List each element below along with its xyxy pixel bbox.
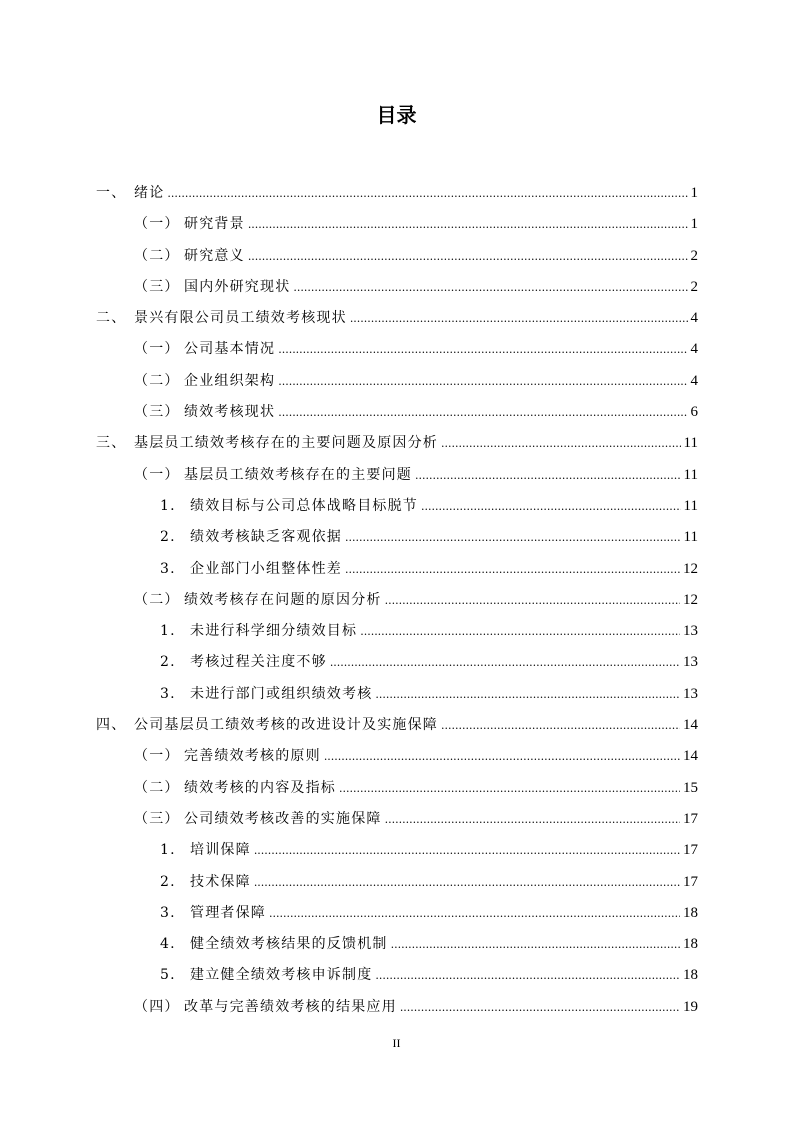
toc-entry-number: 3. (160, 560, 176, 577)
dot-leader (248, 241, 688, 272)
dot-leader (360, 616, 680, 647)
toc-entry-page-number: 1 (690, 216, 698, 233)
dot-leader (330, 647, 680, 678)
toc-entry-label: 公司绩效考核改善的实施保障 (184, 810, 382, 827)
toc-entry-label: 管理者保障 (190, 904, 266, 921)
toc-entry-number: （一） (134, 748, 180, 765)
toc-entry-number: （一） (134, 341, 180, 358)
toc-entry[interactable] (96, 898, 698, 929)
toc-entry-label: 公司基层员工绩效考核的改进设计及实施保障 (134, 717, 438, 734)
dot-leader (375, 679, 680, 710)
toc-entry-label: 未进行科学细分绩效目标 (190, 623, 358, 640)
toc-entry-label: 绩效考核缺乏客观依据 (190, 529, 342, 546)
page-title: 目录 (376, 103, 417, 127)
dot-leader (254, 835, 680, 866)
toc-entry-page-number: 14 (683, 748, 698, 765)
toc-entry-label: 绩效考核存在问题的原因分析 (184, 591, 382, 608)
dot-leader (391, 929, 680, 960)
toc-entry-label: 绪论 (134, 185, 165, 201)
dot-leader (441, 710, 680, 741)
toc-entry-page-number: 11 (683, 529, 698, 546)
toc-entry[interactable] (96, 460, 698, 491)
toc-entry-page-number: 13 (683, 623, 698, 640)
toc-entry[interactable] (96, 960, 698, 991)
dot-leader (248, 209, 688, 240)
dot-leader (350, 303, 688, 334)
toc-entry-page-number: 11 (683, 466, 698, 483)
toc-entry-page-number: 15 (683, 779, 698, 796)
toc-entry-page-number: 17 (683, 842, 698, 859)
toc-entry-page-number: 12 (683, 560, 698, 577)
toc-entry-label: 考核过程关注度不够 (190, 654, 327, 671)
toc-entry-label: 完善绩效考核的原则 (184, 748, 321, 765)
toc-entry-page-number: 18 (683, 904, 698, 921)
toc-entry-label: 研究背景 (184, 216, 245, 233)
toc-entry-label: 基层员工绩效考核存在的主要问题 (184, 466, 412, 483)
toc-entry-label: 企业组织架构 (184, 372, 276, 389)
toc-entry-label: 企业部门小组整体性差 (190, 560, 342, 577)
toc-entry-label: 基层员工绩效考核存在的主要问题及原因分析 (134, 435, 438, 452)
dot-leader (385, 585, 680, 616)
toc-entry-number: （三） (134, 810, 180, 827)
toc-entry[interactable] (96, 303, 698, 334)
dot-leader (324, 741, 680, 772)
toc-entry-number: 3. (160, 685, 176, 702)
toc-entry-label: 未进行部门或组织绩效考核 (190, 685, 373, 702)
dot-leader (278, 334, 687, 365)
toc-entry[interactable] (96, 334, 698, 365)
dot-leader (415, 460, 681, 491)
toc-entry-page-number: 18 (683, 967, 698, 984)
toc-entry-number: （一） (134, 466, 180, 483)
toc-entry-label: 建立健全绩效考核申诉制度 (190, 967, 373, 984)
dot-leader (441, 428, 681, 459)
toc-entry-number: （三） (134, 404, 180, 421)
dot-leader (345, 554, 680, 585)
toc-entry[interactable] (96, 585, 698, 616)
toc-entry-number: （二） (134, 247, 180, 264)
toc-entry[interactable] (96, 773, 698, 804)
toc-entry-page-number: 1 (690, 185, 698, 201)
toc-entry-number: （二） (134, 372, 180, 389)
dot-leader (167, 178, 687, 209)
toc-entry-number: 三、 (96, 435, 127, 452)
toc-entry-page-number: 11 (683, 435, 698, 452)
toc-entry-page-number: 2 (690, 278, 698, 295)
toc-entry-number: 2. (160, 873, 176, 890)
toc-entry-number: 四、 (96, 717, 127, 734)
dot-leader (278, 397, 687, 428)
table-of-contents (96, 178, 698, 1023)
toc-entry-page-number: 4 (690, 341, 698, 358)
toc-entry-page-number: 6 (690, 404, 698, 421)
toc-entry[interactable] (96, 647, 698, 678)
toc-entry-label: 景兴有限公司员工绩效考核现状 (134, 310, 347, 327)
toc-entry-page-number: 12 (683, 591, 698, 608)
toc-entry-label: 技术保障 (190, 873, 251, 890)
dot-leader (339, 773, 680, 804)
toc-entry[interactable] (96, 209, 698, 240)
toc-entry[interactable] (96, 522, 698, 553)
toc-entry-page-number: 11 (683, 497, 698, 514)
toc-entry-page-number: 18 (683, 936, 698, 953)
toc-entry-number: 4. (160, 936, 176, 953)
toc-entry-label: 绩效目标与公司总体战略目标脱节 (190, 497, 418, 514)
dot-leader (345, 522, 681, 553)
toc-entry-label: 培训保障 (190, 842, 251, 859)
toc-entry-number: 5. (160, 967, 176, 984)
toc-entry-number: （二） (134, 779, 180, 796)
dot-leader (278, 366, 687, 397)
toc-entry[interactable] (96, 929, 698, 960)
toc-entry-number: （一） (134, 216, 180, 233)
toc-entry[interactable] (96, 366, 698, 397)
toc-entry-number: 2. (160, 529, 176, 546)
toc-entry[interactable] (96, 554, 698, 585)
toc-entry-number: （二） (134, 591, 180, 608)
toc-entry-number: 3. (160, 904, 176, 921)
toc-entry-number: （四） (134, 998, 180, 1015)
toc-entry[interactable] (96, 178, 698, 209)
dot-leader (269, 898, 680, 929)
toc-entry-label: 健全绩效考核结果的反馈机制 (190, 936, 388, 953)
toc-entry-number: 1. (160, 623, 176, 640)
toc-entry-page-number: 2 (690, 247, 698, 264)
toc-entry[interactable] (96, 397, 698, 428)
toc-entry-number: 1. (160, 497, 176, 514)
toc-entry[interactable] (96, 491, 698, 522)
toc-entry-label: 国内外研究现状 (184, 278, 291, 295)
toc-entry[interactable] (96, 741, 698, 772)
toc-entry[interactable] (96, 428, 698, 459)
dot-leader (400, 992, 680, 1023)
toc-entry-number: （三） (134, 278, 180, 295)
toc-entry-page-number: 4 (690, 310, 698, 327)
toc-entry-label: 绩效考核现状 (184, 404, 276, 421)
toc-entry-number: 1. (160, 842, 176, 859)
toc-entry-number: 2. (160, 654, 176, 671)
toc-entry-page-number: 13 (683, 685, 698, 702)
toc-entry[interactable] (96, 992, 698, 1023)
page-number-footer: II (392, 1036, 401, 1050)
toc-entry[interactable] (96, 867, 698, 898)
dot-leader (375, 960, 680, 991)
toc-entry-page-number: 4 (690, 372, 698, 389)
toc-entry-label: 公司基本情况 (184, 341, 276, 358)
toc-entry[interactable] (96, 804, 698, 835)
toc-entry-page-number: 19 (683, 998, 698, 1015)
toc-entry[interactable] (96, 272, 698, 303)
dot-leader (254, 867, 680, 898)
toc-entry-label: 改革与完善绩效考核的结果应用 (184, 998, 397, 1015)
toc-entry-number: 一、 (96, 185, 127, 201)
toc-entry-page-number: 17 (683, 810, 698, 827)
dot-leader (293, 272, 687, 303)
toc-entry-label: 研究意义 (184, 247, 245, 264)
toc-entry-number: 二、 (96, 310, 127, 327)
toc-entry[interactable] (96, 679, 698, 710)
dot-leader (421, 491, 681, 522)
toc-entry-page-number: 13 (683, 654, 698, 671)
toc-entry[interactable] (96, 835, 698, 866)
toc-entry[interactable] (96, 616, 698, 647)
toc-entry-label: 绩效考核的内容及指标 (184, 779, 336, 796)
toc-entry-page-number: 17 (683, 873, 698, 890)
dot-leader (385, 804, 680, 835)
toc-entry[interactable] (96, 710, 698, 741)
toc-entry[interactable] (96, 241, 698, 272)
toc-entry-page-number: 14 (683, 717, 698, 734)
